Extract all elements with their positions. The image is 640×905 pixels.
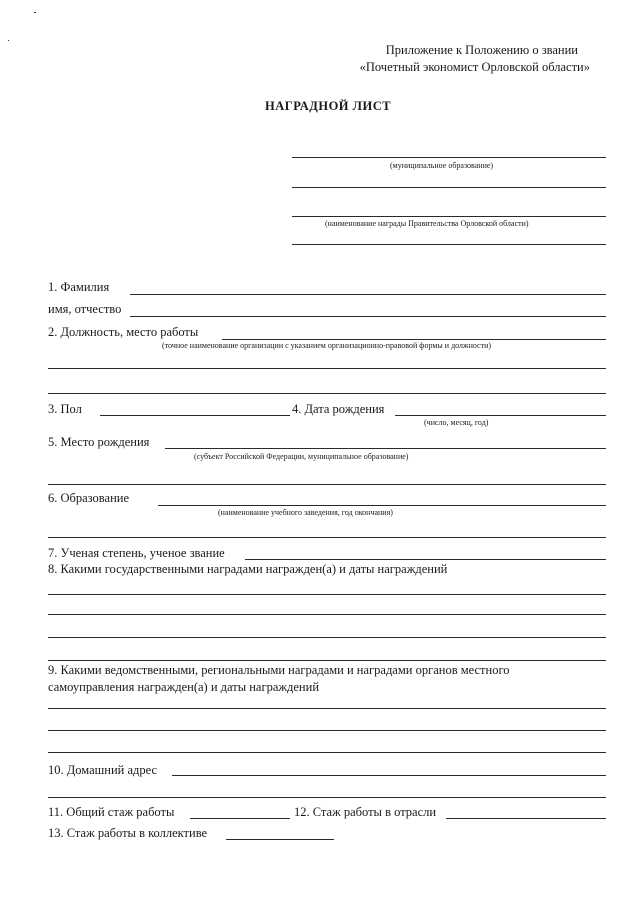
appendix-line-1: Приложение к Положению о звании (385, 43, 578, 57)
state-awards-field-4[interactable] (48, 660, 606, 661)
state-awards-field-3[interactable] (48, 637, 606, 638)
industry-experience-label: 12. Стаж работы в отрасли (294, 805, 437, 819)
state-awards-label: 8. Какими государственными наградами награжден(а) и даты награждений (48, 562, 448, 576)
birth-place-caption: (субъект Российской Федерации, муниципальное образование) (194, 452, 409, 461)
dept-awards-field[interactable] (48, 708, 606, 709)
position-label: 2. Должность, место работы (48, 325, 199, 339)
dept-awards-label-2: самоуправления награжден(а) и даты награждений (48, 680, 320, 694)
education-field[interactable] (158, 505, 606, 506)
home-address-field-2[interactable] (48, 797, 606, 798)
name-patronymic-label: имя, отчество (48, 302, 122, 316)
position-field-2[interactable] (48, 368, 606, 369)
position-caption: (точное наименование организации с указанием организационно-правовой формы и должности) (162, 341, 492, 350)
surname-label: 1. Фамилия (48, 280, 110, 294)
state-awards-field[interactable] (48, 594, 606, 595)
birth-date-field[interactable] (395, 415, 606, 416)
total-experience-field[interactable] (190, 818, 290, 819)
appendix-line-2: «Почетный экономист Орловской области» (359, 60, 590, 74)
education-label: 6. Образование (48, 491, 130, 505)
name-patronymic-field[interactable] (130, 316, 606, 317)
team-experience-field[interactable] (226, 839, 334, 840)
scan-speck (34, 12, 36, 13)
birth-place-field-2[interactable] (48, 484, 606, 485)
position-field[interactable] (222, 339, 606, 340)
sex-label: 3. Пол (48, 402, 82, 416)
state-awards-field-2[interactable] (48, 614, 606, 615)
total-experience-label: 11. Общий стаж работы (48, 805, 175, 819)
sex-field[interactable] (100, 415, 290, 416)
education-caption: (наименование учебного заведения, год окончания) (218, 508, 393, 517)
birth-place-label: 5. Место рождения (48, 435, 150, 449)
award-name-caption: (наименование награды Правительства Орловской области) (325, 219, 529, 228)
award-name-field-2[interactable] (292, 244, 606, 245)
position-field-3[interactable] (48, 393, 606, 394)
surname-field[interactable] (130, 294, 606, 295)
municipality-caption: (муниципальное образование) (390, 161, 494, 170)
scan-speck (8, 40, 9, 41)
degree-field[interactable] (245, 559, 606, 560)
birth-date-label: 4. Дата рождения (292, 402, 385, 416)
birth-date-caption: (число, месяц, год) (424, 418, 489, 427)
home-address-field[interactable] (172, 775, 606, 776)
dept-awards-label-1: 9. Какими ведомственными, региональными наградами и наградами органов местного (48, 663, 510, 677)
industry-experience-field[interactable] (446, 818, 606, 819)
birth-place-field[interactable] (165, 448, 606, 449)
document-title: НАГРАДНОЙ ЛИСТ (265, 99, 392, 113)
municipality-field-2[interactable] (292, 187, 606, 188)
education-field-2[interactable] (48, 537, 606, 538)
municipality-field[interactable] (292, 157, 606, 158)
award-name-field[interactable] (292, 216, 606, 217)
home-address-label: 10. Домашний адрес (48, 763, 158, 777)
dept-awards-field-3[interactable] (48, 752, 606, 753)
dept-awards-field-2[interactable] (48, 730, 606, 731)
degree-label: 7. Ученая степень, ученое звание (48, 546, 225, 560)
team-experience-label: 13. Стаж работы в коллективе (48, 826, 208, 840)
